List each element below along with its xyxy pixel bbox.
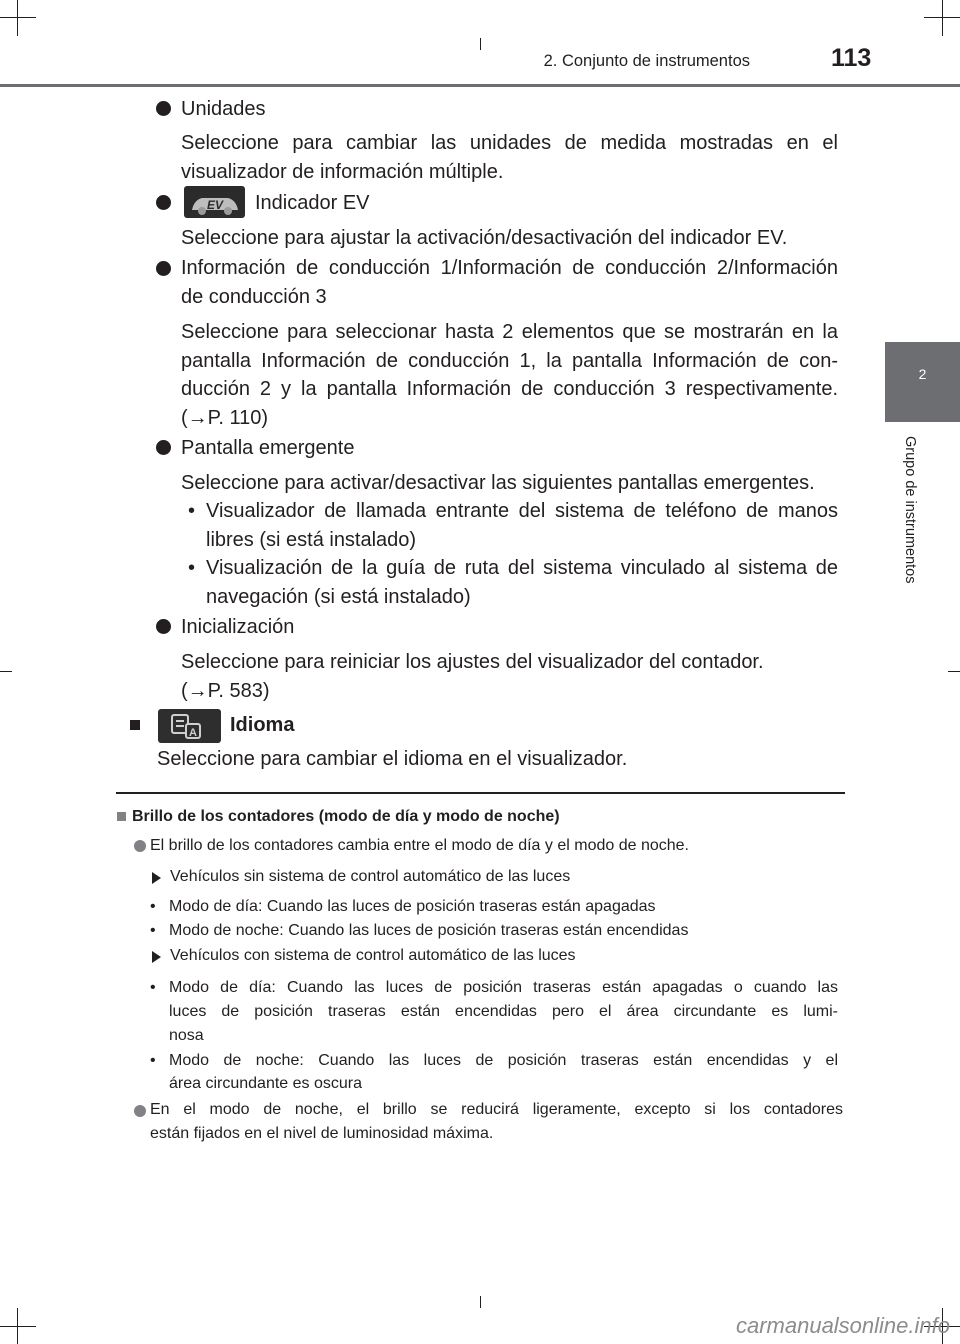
crop-mark: [948, 671, 960, 672]
crop-mark: [480, 38, 481, 50]
language-icon: [158, 709, 221, 743]
note-list-item: Modo de noche: Cuando las luces de posición traseras están encendidas y el: [169, 1052, 838, 1069]
crop-mark: [0, 1326, 36, 1327]
item-description: ducción 2 y la pantalla Información de conducción 3 respectivamente.: [181, 378, 838, 400]
item-title: Unidades: [181, 98, 266, 120]
item-title: Idioma: [230, 714, 295, 736]
note-subheading: Vehículos sin sistema de control automático de las luces: [170, 868, 571, 885]
chapter-tab: [885, 342, 960, 422]
crop-mark: [17, 1308, 18, 1344]
item-description: Seleccione para cambiar el idioma en el visualizador.: [157, 748, 628, 770]
note-list-item: área circundante es oscura: [169, 1075, 362, 1092]
list-item: navegación (si está instalado): [206, 586, 471, 608]
note-paragraph: están fijados en el nivel de luminosidad máxima.: [150, 1125, 494, 1142]
ev-icon-label: EV: [206, 198, 224, 212]
bullet-dot-icon: [156, 261, 171, 276]
page-reference: (→P. 110): [181, 407, 269, 429]
note-list-item: nosa: [169, 1027, 204, 1044]
crop-mark: [0, 17, 36, 18]
list-item: Visualizador de llamada entrante del sistema de teléfono de manos: [206, 500, 838, 522]
section-square-icon: [130, 720, 140, 730]
item-description: Seleccione para seleccionar hasta 2 elementos que se mostrarán en la: [181, 321, 838, 343]
item-title: Información de conducción 1/Información de conducción 2/Información: [181, 257, 838, 279]
header-rule: [0, 84, 960, 87]
note-list-item: Modo de noche: Cuando las luces de posición traseras están encendidas: [169, 922, 689, 939]
list-bullet: •: [150, 898, 156, 915]
crop-mark: [17, 0, 18, 36]
crop-mark: [942, 0, 943, 36]
item-description: Seleccione para reiniciar los ajustes del visualizador del contador.: [181, 651, 764, 673]
note-list-item: Modo de día: Cuando las luces de posición traseras están apagadas: [169, 898, 656, 915]
bullet-dot-icon: [156, 440, 171, 455]
watermark: carmanualsonline.info: [735, 1313, 950, 1338]
crop-mark: [480, 1296, 481, 1308]
bullet-dot-icon: [156, 195, 171, 210]
triangle-icon: [152, 951, 161, 963]
section-divider: [116, 792, 845, 794]
note-square-icon: [117, 812, 126, 821]
chapter-label: Grupo de instrumentos: [902, 436, 918, 584]
list-bullet: •: [150, 1052, 156, 1069]
crop-mark: [0, 671, 12, 672]
ev-indicator-icon: [184, 186, 245, 218]
running-header-section: 2. Conjunto de instrumentos: [543, 52, 750, 70]
page-number: 113: [831, 44, 872, 72]
page-reference: (→P. 583): [181, 680, 270, 702]
list-item: Visualización de la guía de ruta del sistema vinculado al sistema de: [206, 557, 838, 579]
list-bullet: •: [150, 979, 156, 996]
note-list-item: Modo de día: Cuando las luces de posición traseras están apagadas o cuando las: [169, 979, 838, 996]
list-bullet: •: [150, 922, 156, 939]
note-list-item: luces de posición traseras están encendidas pero el área circundante es lumi-: [169, 1003, 838, 1020]
list-item: libres (si está instalado): [206, 529, 417, 551]
note-title: Brillo de los contadores (modo de día y modo de noche): [132, 808, 560, 825]
note-subheading: Vehículos con sistema de control automático de las luces: [170, 947, 576, 964]
item-description: Seleccione para ajustar la activación/desactivación del indicador EV.: [181, 227, 788, 249]
list-bullet: •: [188, 500, 196, 522]
item-title: Inicialización: [181, 616, 295, 638]
language-icon-letter: A: [189, 727, 197, 739]
item-title: de conducción 3: [181, 286, 327, 308]
item-description: Seleccione para cambiar las unidades de medida mostradas en el: [181, 132, 838, 154]
item-description: visualizador de información múltiple.: [181, 161, 504, 183]
item-description: pantalla Información de conducción 1, la pantalla Información de con-: [181, 350, 838, 372]
bullet-dot-icon: [156, 619, 171, 634]
note-paragraph: El brillo de los contadores cambia entre el modo de día y el modo de noche.: [150, 837, 689, 854]
note-dot-icon: [134, 1105, 146, 1117]
note-dot-icon: [134, 840, 146, 852]
item-title: Pantalla emergente: [181, 437, 355, 459]
item-description: Seleccione para activar/desactivar las siguientes pantallas emergentes.: [181, 472, 815, 494]
chapter-number: 2: [918, 366, 927, 382]
bullet-dot-icon: [156, 101, 171, 116]
note-paragraph: En el modo de noche, el brillo se reducirá ligeramente, excepto si los contadores: [150, 1101, 843, 1118]
triangle-icon: [152, 872, 161, 884]
list-bullet: •: [188, 557, 196, 579]
item-title: Indicador EV: [255, 192, 370, 214]
